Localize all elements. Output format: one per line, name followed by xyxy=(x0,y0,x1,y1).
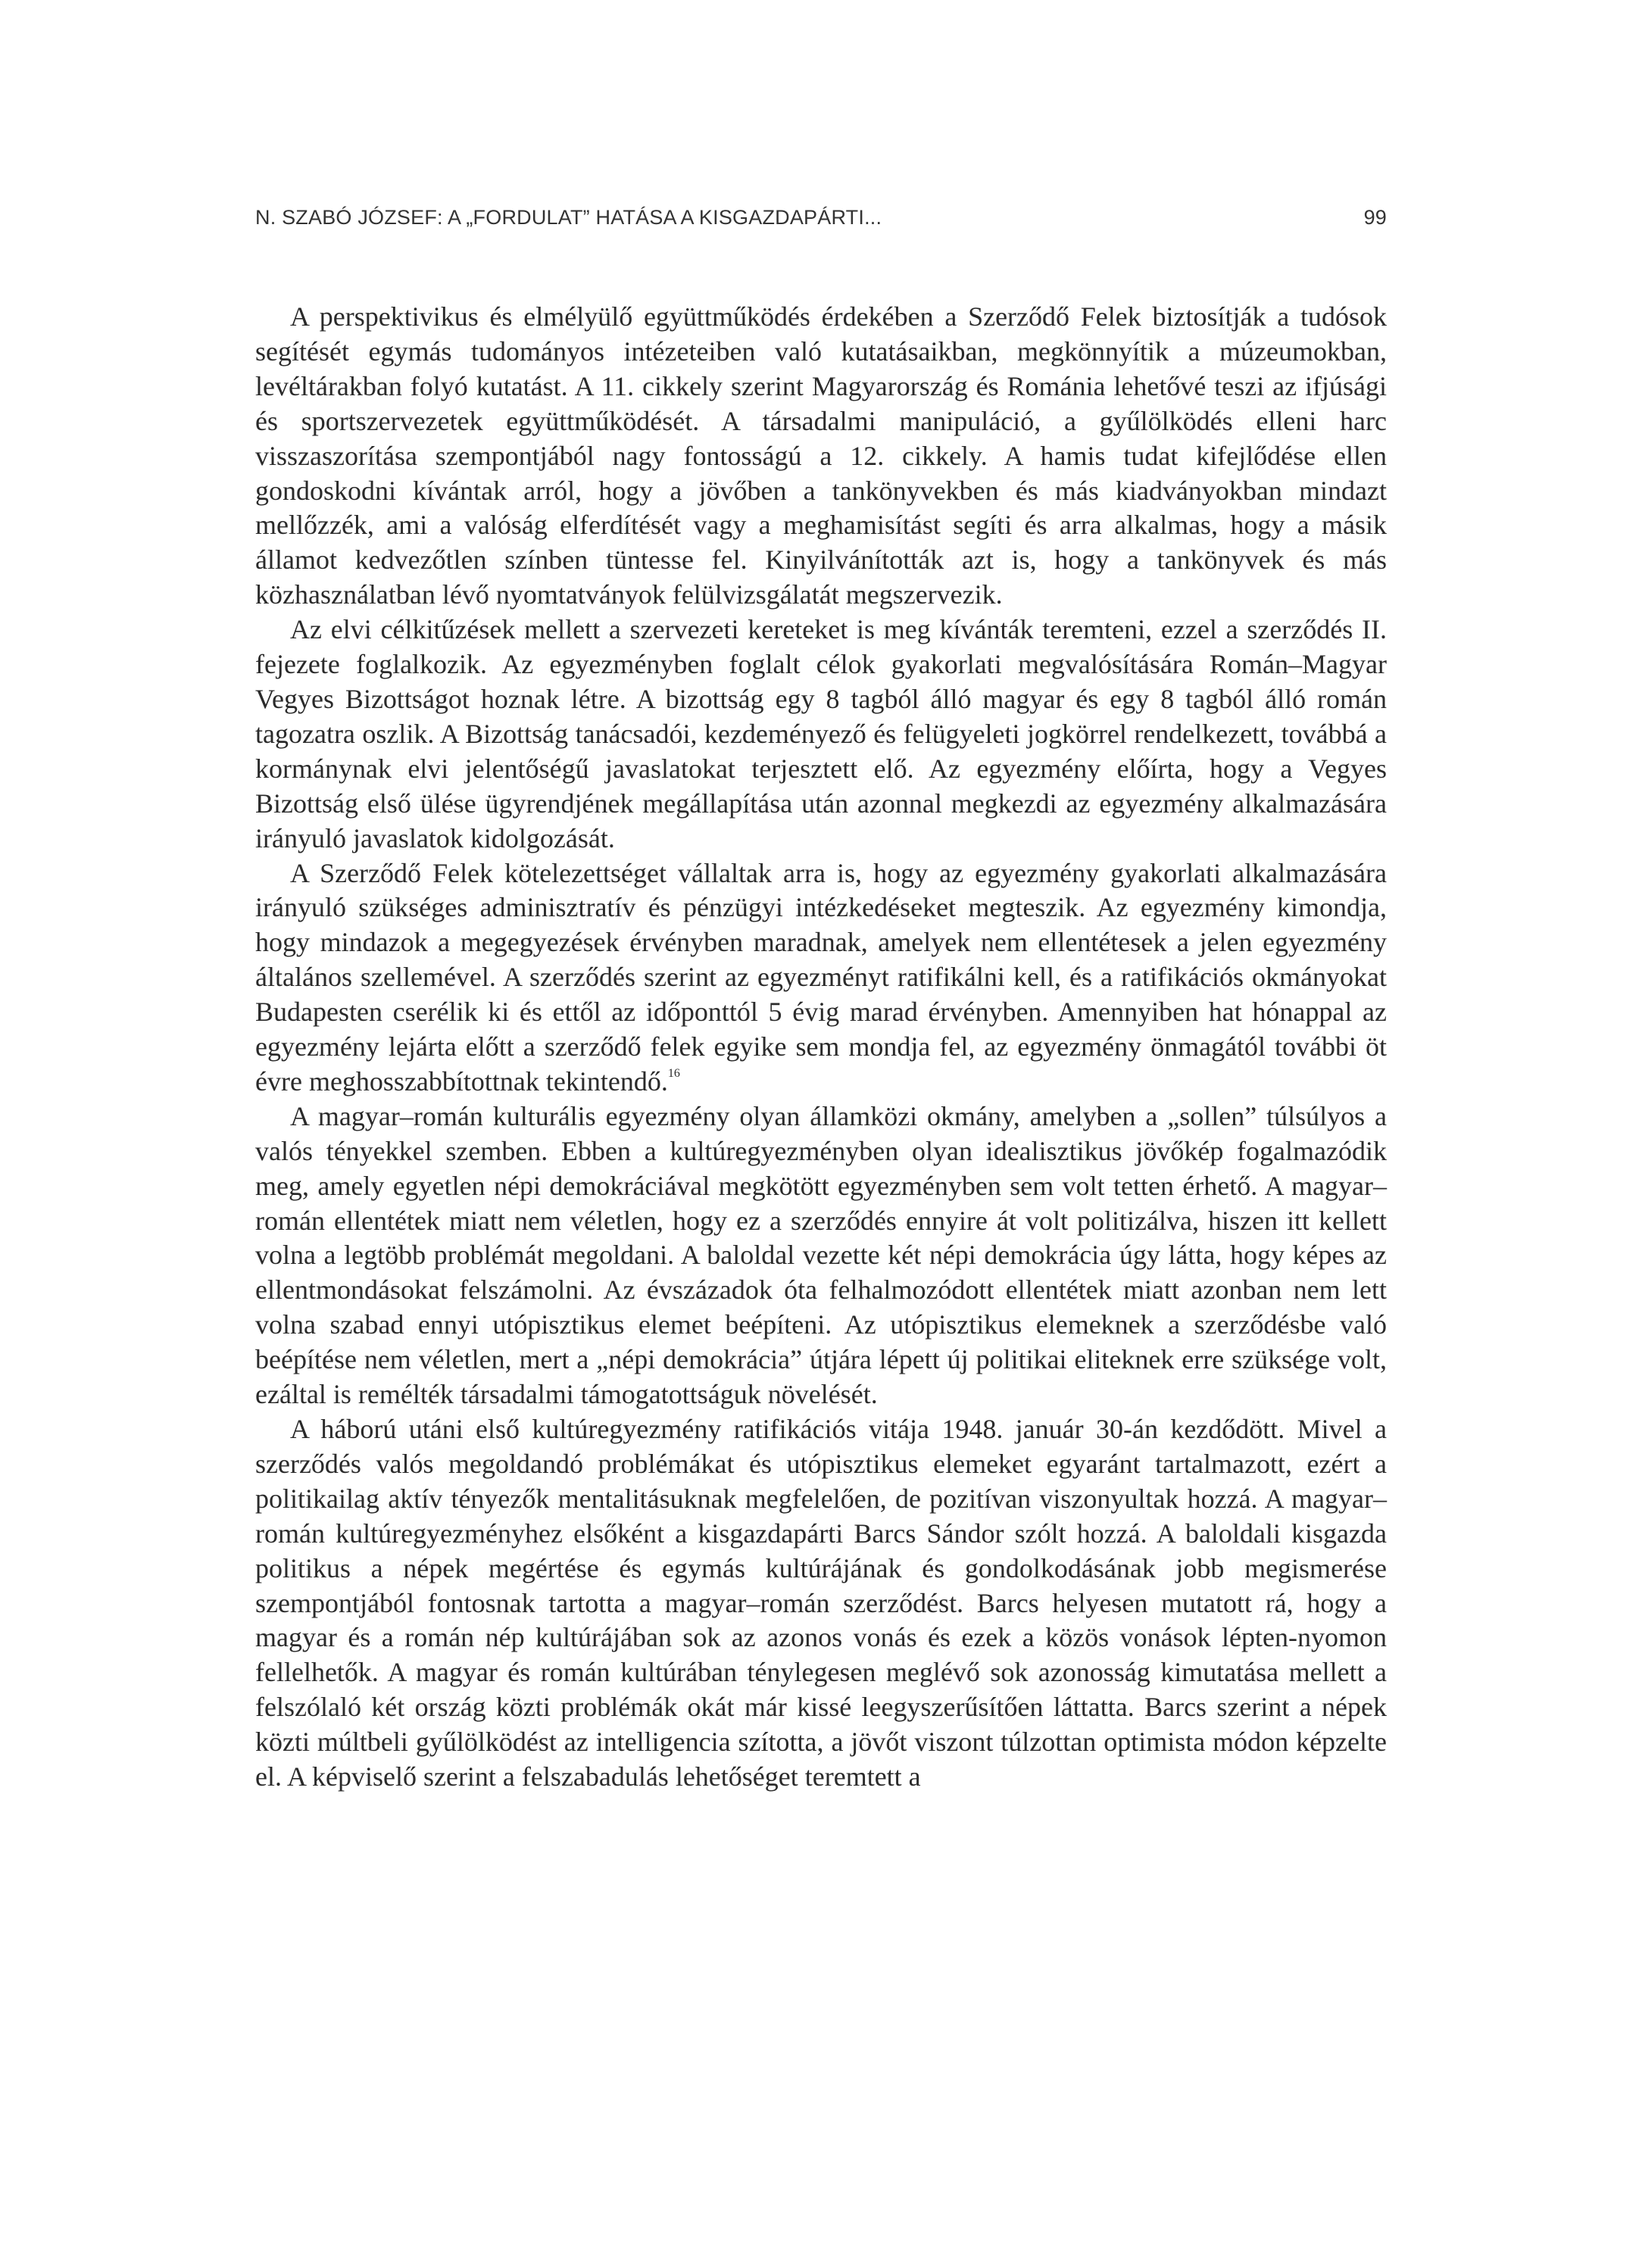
paragraph-4-text: A magyar–román kulturális egyezmény olyan államközi okmány, amelyben a „sollen” túlsúlyos a valós tényekkel szemben. Ebben a kultúregyezményben olyan idealisztikus jövőkép fogalmazódik meg, amely egyetlen népi demokráciával megkötött egyezményben sem volt tetten érhető. A magyar–román ellentétek miatt nem véletlen, hogy ez a szerződés ennyire át volt politizálva, hiszen itt kellett volna a legtöbb problémát megoldani. A baloldal vezette két népi demokrácia úgy látta, hogy képes az ellentmondásokat felszámolni. Az évszázadok óta felhalmozódott ellentétek miatt azonban nem lett volna szabad ennyi utópisztikus elemet beépíteni. Az utópisztikus elemeknek a szerződésbe való beépítése nem véletlen, mert a „népi demokrácia” útjára lépett új politikai eliteknek erre szüksége volt, ezáltal is remélték társadalmi támogatottságuk növelését. xyxy=(255,1100,1387,1410)
paragraph-3 xyxy=(255,856,1387,1100)
paragraph-5-text: A háború utáni első kultúregyezmény ratifikációs vitája 1948. január 30-án kezdődött. Mivel a szerződés valós megoldandó problémákat és utópisztikus elemeket egyaránt tartalmazott, ezért a politikailag aktív tényezők mentalitásuknak megfelelően, de pozitívan viszonyultak hozzá. A magyar–román kultúregyezményhez elsőként a kisgazdapárti Barcs Sándor szólt hozzá. A baloldali kisgazda politikus a népek megértése és egymás kultúrájának és gondolkodásának jobb megismerése szempontjából fontosnak tartotta a magyar–román szerződést. Barcs helyesen mutatott rá, hogy a magyar és a román nép kultúrájában sok az azonos vonás és ezek a közös vonások lépten-nyomon fellelhetők. A magyar és román kultúrában ténylegesen meglévő sok azonosság kimutatása mellett a felszólaló két ország közti problémák okát már kissé leegyszerűsítően láttatta. Barcs szerint a népek közti múltbeli gyűlölködést az intelligencia szította, a jövőt viszont túlzottan optimista módon képzelte el. A képviselő szerint a felszabadulás lehetőséget teremtett a xyxy=(255,1414,1387,1792)
paragraph-3-text: A Szerződő Felek kötelezettséget vállaltak arra is, hogy az egyezmény gyakorlati alkalmazására irányuló szükséges adminisztratív és pénzügyi intézkedéseket megteszik. Az egyezmény kimondja, hogy mindazok a megegyezések érvényben maradnak, amelyek nem ellentétesek a jelen egyezmény általános szellemével. A szerződés szerint az egyezményt ratifikálni kell, és a ratifikációs okmányokat Budapesten cserélik ki és ettől az időponttól 5 évig marad érvényben. Amennyiben hat hónappal az egyezmény lejárta előtt a szerződő felek egyike sem mondja fel, az egyezmény önmagától további öt évre meghosszabbítottnak tekintendő. xyxy=(255,857,1387,1097)
paragraph-2-text: Az elvi célkitűzések mellett a szervezeti kereteket is meg kívánták teremteni, ezzel a szerződés II. fejezete foglalkozik. Az egyezményben foglalt célok gyakorlati megvalósítására Román–Magyar Vegyes Bizottságot hoznak létre. A bizottság egy 8 tagból álló magyar és egy 8 tagból álló román tagozatra oszlik. A Bizottság tanácsadói, kezdeményező és felügyeleti jogkörrel rendelkezett, továbbá a kormánynak elvi jelentőségű javaslatokat terjesztett elő. Az egyezmény előírta, hogy a Vegyes Bizottság első ülése ügyrendjének megállapítása után azonnal megkezdi az egyezmény alkalmazására irányuló javaslatok kidolgozását. xyxy=(255,614,1387,853)
running-title: N. SZABÓ JÓZSEF: A „FORDULAT” HATÁSA A KISGAZDAPÁRTI... xyxy=(255,206,882,229)
paragraph-1 xyxy=(255,300,1387,613)
paragraph-2 xyxy=(255,613,1387,856)
paragraph-1-text: A perspektivikus és elmélyülő együttműködés érdekében a Szerződő Felek biztosítják a tudósok segítését egymás tudományos intézeteiben való kutatásaikban, megkönnyítik a múzeumokban, levéltárakban folyó kutatást. A 11. cikkely szerint Magyarország és Románia lehetővé teszi az ifjúsági és sportszervezetek együttműködését. A társadalmi manipuláció, a gyűlölködés elleni harc visszaszorítása szempontjából nagy fontosságú a 12. cikkely. A hamis tudat kifejlődése ellen gondoskodni kívántak arról, hogy a jövőben a tankönyvekben és más kiadványokban mindazt mellőzzék, ami a valóság elferdítését vagy a meghamisítást segíti és arra alkalmas, hogy a másik államot kedvezőtlen színben tüntesse fel. Kinyilvánították azt is, hogy a tankönyvek és más közhasználatban lévő nyomtatványok felülvizsgálatát megszervezik. xyxy=(255,301,1387,610)
page-number: 99 xyxy=(1363,206,1387,229)
paragraph-5 xyxy=(255,1412,1387,1795)
footnote-ref-16[interactable]: 16 xyxy=(667,1066,680,1080)
running-header xyxy=(255,206,1387,236)
body-text xyxy=(255,300,1387,1795)
paragraph-4 xyxy=(255,1100,1387,1412)
